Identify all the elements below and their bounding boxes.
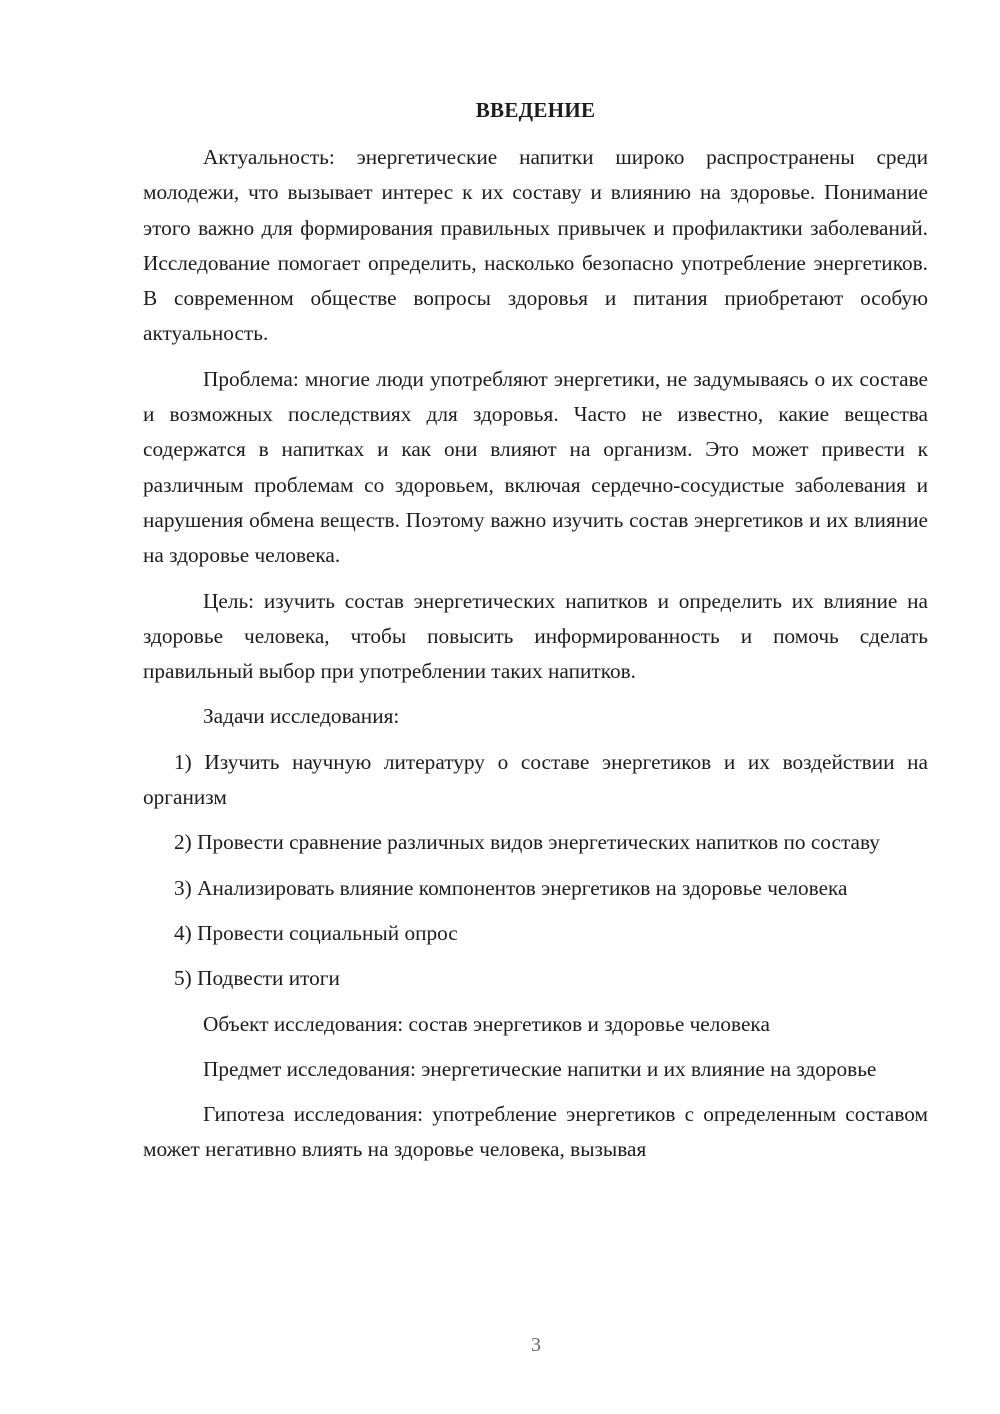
document-page: [143, 94, 928, 1168]
object-paragraph: Объект исследования: состав энергетиков и здоровье человека: [203, 1011, 770, 1036]
section-heading: ВВЕДЕНИЕ: [475, 98, 596, 122]
hypothesis-paragraph: Гипотеза исследования: употребление энергетиков с определенным составом может негативно влиять на здоровье человека, вызывая: [143, 1102, 928, 1162]
task-item-5: 5) Подвести итоги: [174, 966, 340, 991]
task-item-2: 2) Провести сравнение различных видов энергетических напитков по составу: [174, 830, 880, 855]
task-item-3: 3) Анализировать влияние компонентов энергетиков на здоровье человека: [174, 875, 848, 900]
tasks-title: Задачи исследования:: [203, 704, 400, 729]
task-item-4: 4) Провести социальный опрос: [174, 920, 458, 945]
task-item-1: 1) Изучить научную литературу о составе энергетиков и их воздействии на организм: [143, 749, 928, 810]
subject-paragraph: Предмет исследования: энергетические напитки и их влияние на здоровье: [203, 1056, 877, 1081]
problem-paragraph: Проблема: многие люди употребляют энергетики, не задумываясь о их составе и возможных последствиях для здоровья. Часто не известно, какие вещества содержатся в напитках и как они влияют на организм. Это может привести к различным проблемам со здоровьем, включая сердечно-сосудистые заболевания и нарушения обмена веществ. Поэтому важно изучить состав энергетиков и их влияние на здоровье человека.: [143, 366, 928, 568]
goal-paragraph: Цель: изучить состав энергетических напитков и определить их влияние на здоровье человека, чтобы повысить информированность и помочь сделать правильный выбор при употреблении таких напитков.: [143, 588, 928, 684]
relevance-paragraph: Актуальность: энергетические напитки широко распространены среди молодежи, что вызывает интерес к их составу и влиянию на здоровье. Понимание этого важно для формирования правильных привычек и профилактики заболеваний. Исследование помогает определить, насколько безопасно употребление энергетиков. В современном обществе вопросы здоровья и питания приобретают особую актуальность.: [143, 145, 928, 346]
page-number: 3: [531, 1334, 541, 1356]
